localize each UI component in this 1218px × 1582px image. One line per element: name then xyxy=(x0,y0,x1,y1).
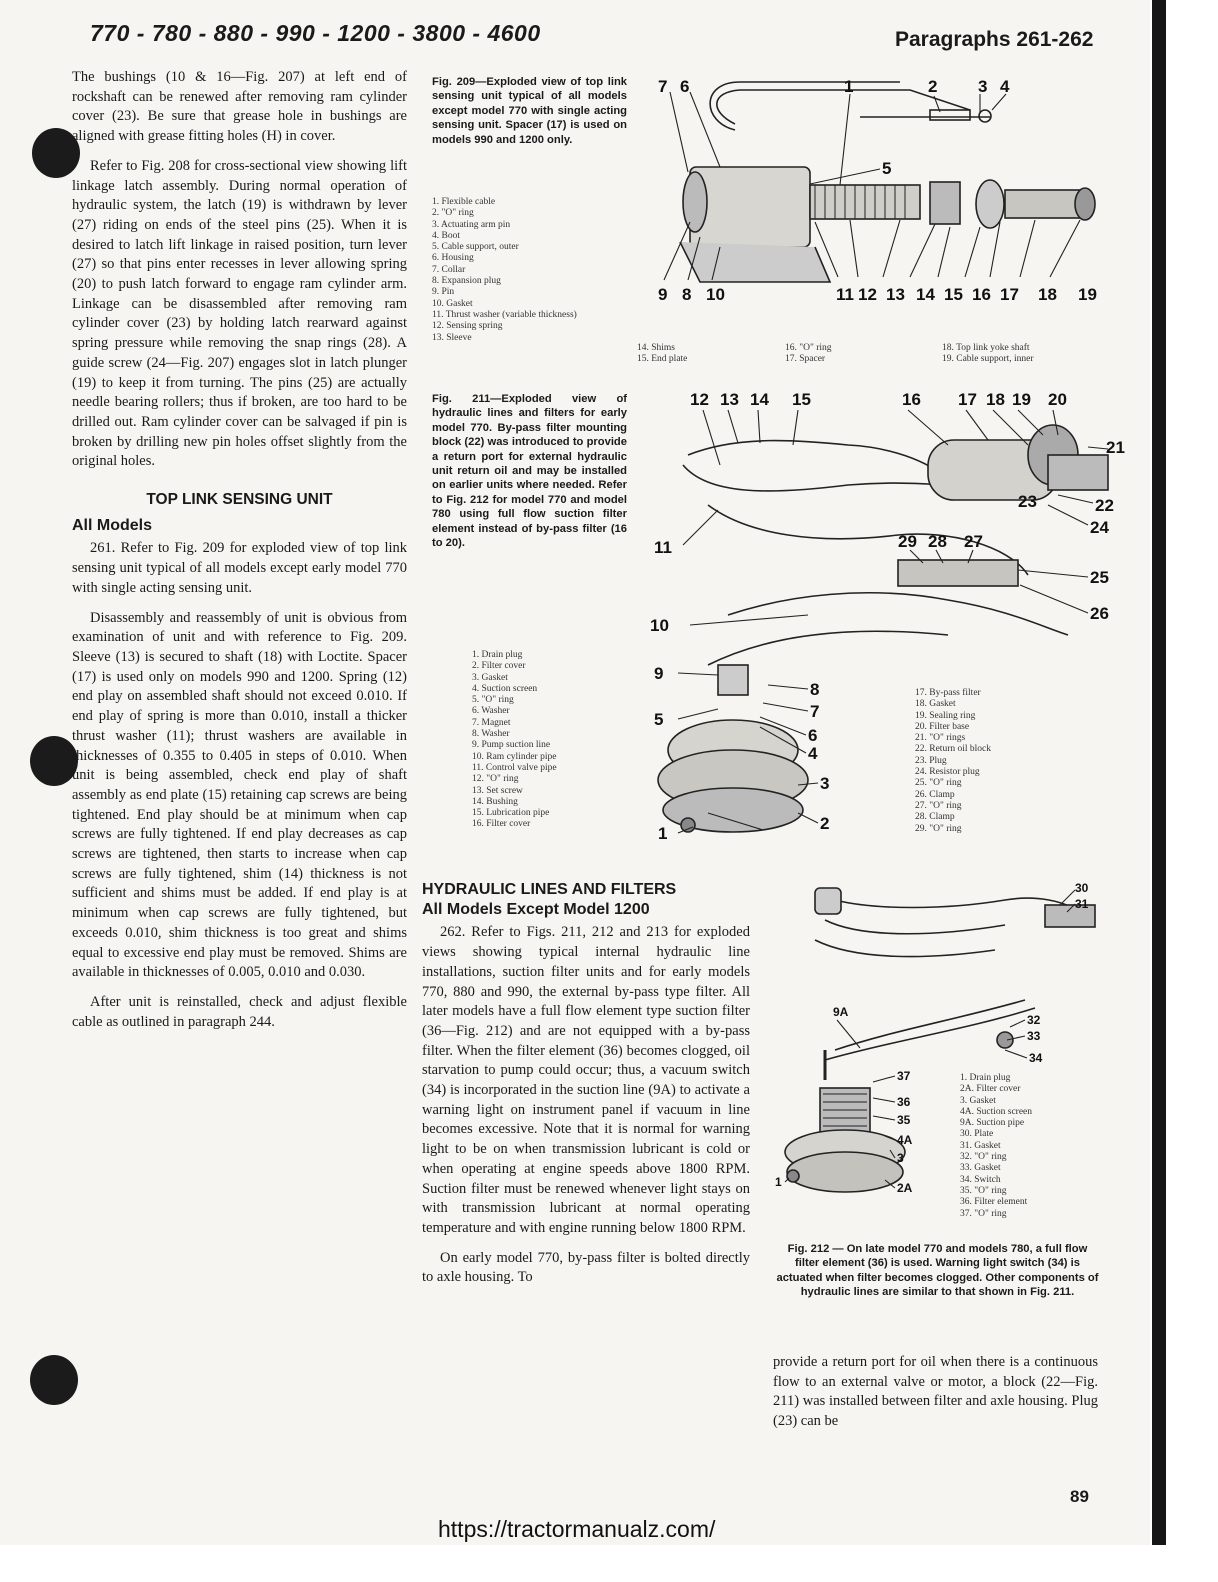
legend-item: 12. Sensing spring xyxy=(432,321,503,332)
legend-item: 9A. Suction pipe xyxy=(960,1118,1025,1129)
paragraph: Disassembly and reassembly of unit is obvious from examination of unit and with reference to Fig. 209. Sleeve (13) is secured to shaft (18) with Loctite. Spacer (17) is used only on models 990 and 1200. Spring (12) end play on assembled shaft should not exceed 0.010. If end play of spring is more than 0.010, install a thicker thrust washer (11); thrust washers are available in thicknesses of 0.355 to 0.405 in steps of 0.010. When unit is being assembled, check end play of shaft assembly as end plate (15) retaining cap screws are being tightened. End play should be at minimum when cap screws are fully tightened. If end play decreases as cap screws are tightened, then starts to increase when cap screws are fully tightened, shim (14) thickness is not sufficient and shims must be added. If end play is at minimum when cap screws are fully tightened, but exceeds 0.010, shim thickness is too great and shims equal to excessive end play must be removed. Shims are available in thicknesses of 0.005, 0.010 and 0.030. xyxy=(72,609,407,981)
callout: 2 xyxy=(820,814,830,833)
legend-item: 15. End plate xyxy=(637,354,688,365)
callout: 30 xyxy=(1075,881,1089,895)
callout: 28 xyxy=(928,532,947,551)
legend-item: 13. Set screw xyxy=(472,785,523,796)
legend-item: 16. Filter cover xyxy=(472,819,531,830)
callout: 36 xyxy=(897,1095,911,1109)
callout: 24 xyxy=(1090,518,1109,537)
paragraph: 261. Refer to Fig. 209 for exploded view of top link sensing unit typical of all models except early model 770 with single acting sensing unit. xyxy=(72,540,407,596)
legend-item: 28. Clamp xyxy=(915,812,955,823)
callout: 5 xyxy=(882,159,892,178)
callout: 23 xyxy=(1018,492,1037,511)
figure-209-caption: Fig. 209—Exploded view of top link sensing unit typical of all models except model 770 with single acting sensing unit. Spacer (17) is used on models 990 and 1200 only. xyxy=(432,76,627,146)
legend-item: 36. Filter element xyxy=(960,1197,1028,1208)
callout: 34 xyxy=(1029,1051,1043,1065)
legend-item: 21. "O" rings xyxy=(915,733,966,744)
legend-item: 7. Magnet xyxy=(472,717,511,728)
legend-item: 19. Sealing ring xyxy=(915,710,976,721)
paragraph: After unit is reinstalled, check and adjust flexible cable as outlined in paragraph 244. xyxy=(72,993,407,1030)
legend-item: 18. Gasket xyxy=(915,699,956,710)
callout: 4 xyxy=(808,744,818,763)
legend-item: 29. "O" ring xyxy=(915,823,962,834)
suction-pipe xyxy=(835,1000,1025,1050)
column-2 xyxy=(422,880,750,1298)
fitting xyxy=(815,888,841,914)
callout: 1 xyxy=(658,824,668,843)
drain-plug xyxy=(787,1170,799,1182)
drain-plug xyxy=(681,818,695,832)
callout: 4 xyxy=(1000,77,1010,96)
legend-item: 25. "O" ring xyxy=(915,778,962,789)
figure-211-caption: Fig. 211—Exploded view of hydraulic lines and filters for early model 770. By-pass filter mounting block (22) was introduced to provide a return port for external hydraulic unit return oil and may be installed on earlier units where needed. Refer to Fig. 212 for model 770 and model 780 using full flow suction filter element instead of by-pass filter (16 to 20). xyxy=(432,393,627,550)
legend-item: 22. Return oil block xyxy=(915,744,991,755)
figure-212-caption: Fig. 212 — On late model 770 and models 780, a full flow filter element (36) is used. Warning light switch (34) is actuated when filter becomes clogged. Other components of hydraulic lines are similar to that shown in Fig. 211. xyxy=(776,1243,1099,1299)
legend-item: 3. Gasket xyxy=(960,1095,996,1106)
callout: 3 xyxy=(897,1151,904,1165)
column-1 xyxy=(72,68,407,1042)
legend-item: 2. "O" ring xyxy=(432,208,474,219)
legend-item: 10. Gasket xyxy=(432,298,473,309)
legend-item: 7. Collar xyxy=(432,264,466,275)
callout: 14 xyxy=(916,285,935,304)
scan-bottom-margin xyxy=(0,1545,1218,1582)
callout: 14 xyxy=(750,390,769,409)
legend-item: 11. Thrust washer (variable thickness) xyxy=(432,309,577,320)
spacer xyxy=(976,180,1004,228)
legend-item: 1. Flexible cable xyxy=(432,197,496,207)
legend-item: 27. "O" ring xyxy=(915,800,962,811)
pump-suction-line xyxy=(708,631,948,665)
callout: 31 xyxy=(1075,897,1089,911)
legend-item: 33. Gasket xyxy=(960,1163,1001,1174)
yoke-shaft xyxy=(1005,190,1085,218)
legend-item: 5. Cable support, outer xyxy=(432,242,519,253)
callout: 32 xyxy=(1027,1013,1041,1027)
figure-209-legend xyxy=(432,197,602,344)
legend-item: 1. Drain plug xyxy=(960,1073,1011,1083)
figure-209-drawing xyxy=(640,72,1120,342)
legend-item: 26. Clamp xyxy=(915,789,955,800)
callout: 33 xyxy=(1027,1029,1041,1043)
legend-item: 9. Pin xyxy=(432,287,455,298)
end-plate xyxy=(930,182,960,224)
cable-loop xyxy=(710,82,900,130)
callout: 11 xyxy=(836,285,854,304)
figure-212-drawing xyxy=(775,880,1105,1205)
callout: 37 xyxy=(897,1069,911,1083)
callout: 4A xyxy=(897,1133,913,1147)
legend-item: 6. Washer xyxy=(472,706,510,717)
callout: 10 xyxy=(650,616,669,635)
return-oil-block xyxy=(1048,455,1108,490)
gasket xyxy=(680,242,830,282)
callout: 27 xyxy=(964,532,983,551)
legend-item: 3. Actuating arm pin xyxy=(432,219,511,230)
callout: 9 xyxy=(658,285,668,304)
callout: 16 xyxy=(972,285,991,304)
housing-base xyxy=(787,1152,903,1192)
callout: 6 xyxy=(808,726,818,745)
o-ring xyxy=(979,110,991,122)
callout: 6 xyxy=(680,77,690,96)
legend-item: 17. Spacer xyxy=(785,354,826,365)
page-number: 89 xyxy=(1070,1487,1089,1506)
legend-item: 14. Bushing xyxy=(472,796,518,807)
callout: 3 xyxy=(978,77,988,96)
paragraph: Refer to Fig. 208 for cross-sectional view showing lift linkage latch assembly. During normal operation of hydraulic system, the latch (19) is withdrawn by lever (27) riding on ends of the steel pins (25). When it is desired to latch lift linkage in raised position, turn lever (27) so that pins enter recesses in lever allowing spring (20) to push latch forward to engage ram cylinder arm. Linkage can be disassembled after removing ram cylinder cover (23) by holding latch rearward against spring pressure while removing the snap rings (28). A guide screw (24—Fig. 207) engages slot in latch plunger (19) to keep it from turning. The pins (25) are actually needle bearing rollers; thus if broken, are too hard to be drilled out. Ram cylinder cover can be salvaged if pin is broken by drilling new pin holes offset slightly from the original holes. xyxy=(72,157,407,470)
callout: 17 xyxy=(958,390,977,409)
callout: 25 xyxy=(1090,568,1109,587)
legend-item: 23. Plug xyxy=(915,755,947,766)
legend-item: 16. "O" ring xyxy=(785,343,832,353)
legend-item: 4A. Suction screen xyxy=(960,1106,1033,1117)
callout: 15 xyxy=(944,285,963,304)
yoke-end xyxy=(1075,188,1095,220)
callout: 2A xyxy=(897,1181,913,1195)
legend-item: 35. "O" ring xyxy=(960,1185,1007,1196)
callout: 19 xyxy=(1078,285,1097,304)
callout: 16 xyxy=(902,390,921,409)
legend-item: 2. Filter cover xyxy=(472,661,526,672)
legend-item: 11. Control valve pipe xyxy=(472,762,557,773)
legend-item: 17. By-pass filter xyxy=(915,688,981,698)
column-3 xyxy=(773,1353,1098,1442)
header-models: 770 - 780 - 880 - 990 - 1200 - 3800 - 4600 xyxy=(90,20,541,46)
housing xyxy=(690,167,810,247)
callout: 9A xyxy=(833,1005,849,1019)
legend-item: 8. Expansion plug xyxy=(432,276,501,287)
legend-item: 13. Sleeve xyxy=(432,332,472,343)
legend-item: 30. Plate xyxy=(960,1129,994,1140)
figure-211-drawing xyxy=(648,385,1125,845)
scan-edge-shadow xyxy=(1152,0,1166,1545)
callout: 18 xyxy=(986,390,1005,409)
callout: 19 xyxy=(1012,390,1031,409)
legend-item: 1. Drain plug xyxy=(472,650,523,660)
callout: 35 xyxy=(897,1113,911,1127)
legend-item: 4. Boot xyxy=(432,230,460,241)
callout: 21 xyxy=(1106,438,1125,457)
callout: 13 xyxy=(886,285,905,304)
legend-item: 24. Resistor plug xyxy=(915,767,980,778)
switch xyxy=(997,1032,1013,1048)
callout: 1 xyxy=(775,1175,782,1189)
section-subheading: All Models xyxy=(72,516,153,534)
callout: 18 xyxy=(1038,285,1057,304)
callout: 11 xyxy=(654,538,672,557)
legend-item: 34. Switch xyxy=(960,1174,1001,1185)
paragraph: provide a return port for oil when there is a continuous flow to an external valve or motor, a block (22—Fig. 211) was installed between filter and axle housing. Plug (23) can be xyxy=(773,1354,1098,1430)
cable-fitting xyxy=(930,110,970,120)
callout: 13 xyxy=(720,390,739,409)
callout: 7 xyxy=(658,77,668,96)
paragraph: The bushings (10 & 16—Fig. 207) at left end of rockshaft can be renewed after removing ram cylinder cover (23). Be sure that grease hole in bushings are aligned with grease fitting holes (H) in cover. xyxy=(72,69,407,145)
callout: 2 xyxy=(928,77,938,96)
figure-209-legend xyxy=(942,343,1034,366)
callout: 15 xyxy=(792,390,811,409)
legend-item: 10. Ram cylinder pipe xyxy=(472,751,557,762)
callout: 17 xyxy=(1000,285,1019,304)
callout: 1 xyxy=(844,77,854,96)
clamp-block xyxy=(898,560,1018,586)
figure-209-legend xyxy=(785,343,832,366)
header-paragraphs: Paragraphs 261-262 xyxy=(895,28,1094,51)
callout: 22 xyxy=(1095,496,1114,515)
callout: 20 xyxy=(1048,390,1067,409)
suction-line xyxy=(728,593,1068,635)
binder-hole xyxy=(30,1355,78,1405)
callout: 5 xyxy=(654,710,664,729)
lubrication-pipe xyxy=(688,441,948,480)
section-heading: TOP LINK SENSING UNIT xyxy=(146,491,333,509)
callout: 9 xyxy=(654,664,664,683)
legend-item: 4. Suction screen xyxy=(472,683,538,694)
figure-212-legend xyxy=(960,1073,1032,1220)
source-url: https://tractormanualz.com/ xyxy=(438,1516,716,1542)
legend-item: 3. Gasket xyxy=(472,672,508,683)
legend-item: 5. "O" ring xyxy=(472,695,514,706)
legend-item: 20. Filter base xyxy=(915,721,970,732)
callout: 10 xyxy=(706,285,725,304)
legend-item: 18. Top link yoke shaft xyxy=(942,343,1030,353)
paragraph: On early model 770, by-pass filter is bolted directly to axle housing. To xyxy=(422,1249,750,1286)
figure-209-legend xyxy=(637,343,687,366)
callout: 12 xyxy=(858,285,877,304)
section-heading: HYDRAULIC LINES AND FILTERS xyxy=(422,881,677,898)
legend-item: 37. "O" ring xyxy=(960,1208,1007,1219)
legend-item: 31. Gasket xyxy=(960,1140,1001,1151)
legend-item: 9. Pump suction line xyxy=(472,740,551,751)
legend-item: 12. "O" ring xyxy=(472,774,519,785)
callout: 12 xyxy=(690,390,709,409)
callout: 26 xyxy=(1090,604,1109,623)
legend-item: 14. Shims xyxy=(637,343,676,353)
binder-hole xyxy=(30,736,78,786)
legend-item: 2A. Filter cover xyxy=(960,1084,1021,1095)
callout: 8 xyxy=(810,680,820,699)
callout: 8 xyxy=(682,285,692,304)
callout: 7 xyxy=(810,702,820,721)
callout: 3 xyxy=(820,774,830,793)
magnet xyxy=(718,665,748,695)
paragraph: 262. Refer to Figs. 211, 212 and 213 for exploded views showing typical internal hydraulic line installations, suction filter units and for early models 770, 880 and 990, the external by-pass type filter. All later models have a full flow element type suction filter (36—Fig. 212) and are not equipped with a by-pass filter. When the filter element (36) becomes clogged, oil starvation to pump could occur; thus, a vacuum switch (34) is incorporated in the suction line (9A) to activate a warning light on instrument panel if vacuum in line becomes excessive. Note that it is normal for warning light to be on when transmission lubricant is cold or when operating at engine speeds above 1800 RPM. Suction filter must be renewed whenever light stays on with transmission lubricant at normal operating temperature and with engine running below 1800 RPM. xyxy=(422,924,750,1236)
legend-item: 8. Washer xyxy=(472,729,510,740)
collar xyxy=(683,172,707,232)
legend-item: 15. Lubrication pipe xyxy=(472,808,550,819)
legend-item: 19. Cable support, inner xyxy=(942,354,1034,365)
callout: 29 xyxy=(898,532,917,551)
figure-211-legend xyxy=(472,650,557,831)
section-subheading: All Models Except Model 1200 xyxy=(422,900,650,918)
legend-item: 6. Housing xyxy=(432,253,474,264)
legend-item: 32. "O" ring xyxy=(960,1152,1007,1163)
